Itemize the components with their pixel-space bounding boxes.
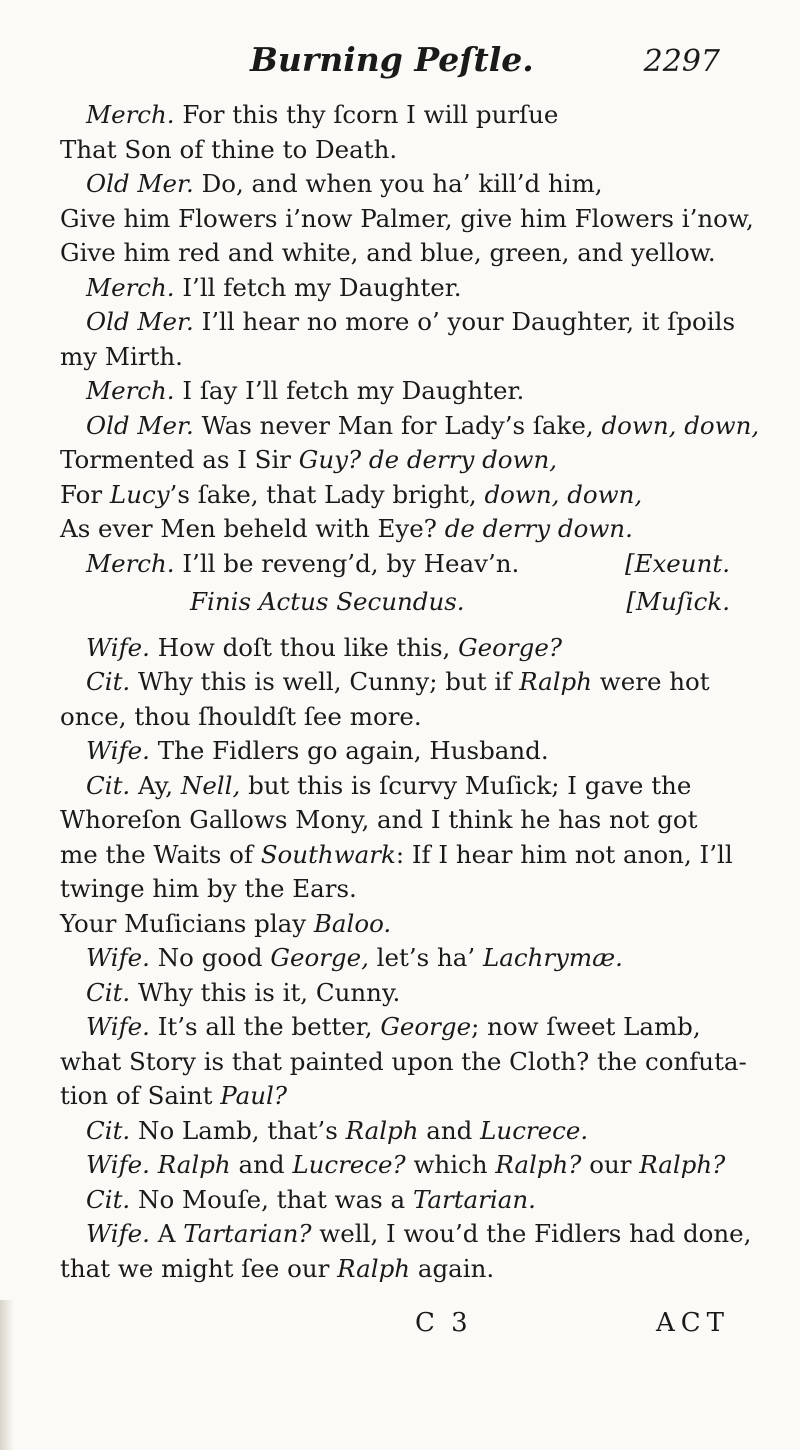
text-line: Wife. Ralph and Lucrece? which Ralph? our Ralph? [86,1150,726,1179]
text-line: my Mirth. [60,341,183,371]
text-line: Wife. It’s all the better, George; now ſweet Lamb, [86,1012,701,1041]
text-line: Merch. For this thy ſcorn I will purſue [86,100,559,129]
text-line: Cit. Why this is it, Cunny. [86,977,401,1007]
stage-line [60,585,730,623]
catchword: ACT [655,1308,730,1338]
text-line: Wife. The Fidlers go again, Husband. [86,736,549,765]
text-line: me the Waits of Southwark: If I hear him not anon, I’ll [60,839,733,869]
text-line: Cit. Ay, Nell, but this is ſcurvy Muſick; I gave the [86,770,692,800]
text-line: Wife. How doſt thou like this, George? [86,632,562,662]
signature-mark: C 3 [415,1308,472,1338]
page-edge-shadow [0,1300,14,1450]
musick-direction: [Muſick. [626,586,730,616]
text-line: For Lucy’s ſake, that Lady bright, down, down, [60,479,643,509]
play-text [60,98,760,1286]
text-line: Your Muſicians play Baloo. [60,908,392,938]
text-line: Old Mer. Do, and when you ha’ kill’d him, [86,169,603,198]
act-end-title: Finis Actus Secundus. [190,586,465,616]
stage-line: Merch. I’ll be reveng’d, by Heav’n. [Exeunt. [60,547,730,585]
text-line: Merch. I ſay I’ll fetch my Daughter. [86,376,525,405]
text-line: Merch. I’ll fetch my Daughter. [86,272,462,302]
text-line: Cit. Why this is well, Cunny; but if Ralph were hot [86,667,710,696]
page-footer [60,1308,730,1348]
text-line: tion of Saint Paul? [60,1081,287,1110]
text-line: As ever Men beheld with Eye? de derry down. [60,514,633,543]
page-number: 2297 [643,44,720,79]
text-line: Wife. A Tartarian? well, I wou’d the Fidlers had done, [86,1219,752,1248]
text-line: Tormented as I Sir Guy? de derry down, [60,445,558,474]
text-line: Cit. No Lamb, that’s Ralph and Lucrece. [86,1115,589,1145]
text-line: Whoreſon Gallows Mony, and I think he has not got [60,805,698,834]
text-line: That Son of thine to Death. [60,134,398,164]
text-line: Old Mer. Was never Man for Lady’s ſake, down, down, [86,410,760,440]
text-line: Give him Flowers i’now Palmer, give him Flowers i’now, [60,203,754,233]
text-line: Give him red and white, and blue, green, and yellow. [60,238,716,267]
running-title: Burning Peſtle. [250,40,534,79]
text-line: Old Mer. I’ll hear no more o’ your Daughter, it ſpoils [86,307,736,336]
text-line: Wife. No good George, let’s ha’ Lachrymæ. [86,943,623,972]
page-header [60,40,720,90]
text-line: that we might ſee our Ralph again. [60,1253,495,1283]
exeunt-direction: [Exeunt. [625,548,730,578]
text-line: twinge him by the Ears. [60,874,357,903]
text-line: once, thou ſhouldſt ſee more. [60,701,422,731]
text-line: what Story is that painted upon the Cloth? the confuta- [60,1046,747,1076]
text-line: Cit. No Mouſe, that was a Tartarian. [86,1184,536,1214]
